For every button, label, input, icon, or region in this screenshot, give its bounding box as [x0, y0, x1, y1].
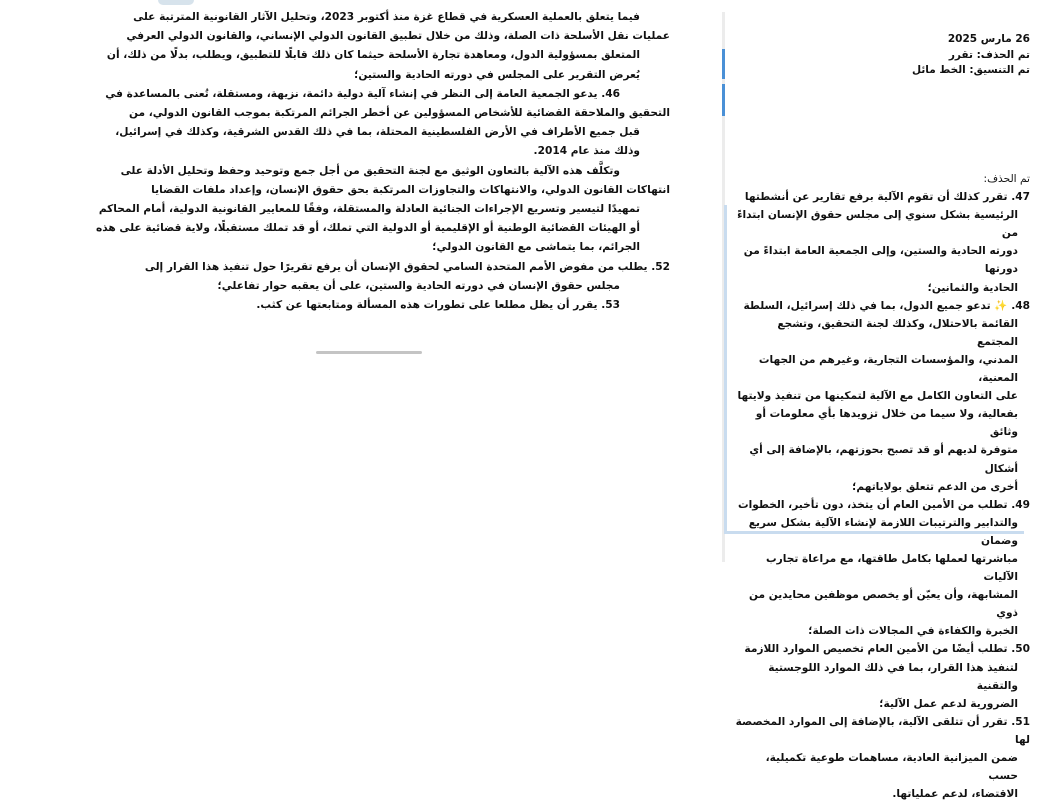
balloon-deleted-header: تم الحذف:: [983, 173, 1030, 185]
balloon-line: مباشرتها لعملها بكامل طاقتها، مع مراعاة تجارب الآليات: [765, 552, 1018, 584]
document-line: مجلس حقوق الإنسان في دورته الحادية والستين، على أن يعقبه حوار تفاعلي؛: [217, 279, 620, 292]
revision-balloon-content[interactable]: [734, 170, 1030, 803]
revision-date: 26 مارس 2025: [947, 33, 1030, 45]
balloon-line: المدني، والمؤسسات التجارية، وغيرهم من الجهات المعنية،: [758, 353, 1018, 385]
document-line: الجرائم، بما يتماشى مع القانون الدولي؛: [432, 241, 640, 254]
document-line: 46. يدعو الجمعية العامة إلى النظر في إنشاء آلية دولية دائمة، نزيهة، ومستقلة، تُعنى بالمساعدة في: [105, 87, 620, 100]
balloon-line: الضرورية لدعم عمل الآلية؛: [879, 697, 1018, 710]
balloon-line-number: 48.: [1011, 299, 1030, 312]
document-line: يُعرض التقرير على المجلس في دورته الحادية والستين؛: [354, 68, 640, 81]
balloon-line: ضمن الميزانية العادية، مساهمات طوعية تكميلية، حسب: [765, 752, 1018, 783]
balloon-line: 47. تقرر كذلك أن تقوم الآلية برفع تقارير عن أنشطتها: [744, 191, 1030, 204]
balloon-line: أخرى من الدعم تتعلق بولاياتهم؛: [852, 480, 1018, 493]
balloon-line: المشابهة، وأن يعيّن أو يخصص موظفين محايدين من ذوي: [748, 589, 1018, 620]
balloon-line: الحادية والثمانين؛: [927, 281, 1018, 294]
document-line: 53. يقرر أن يظل مطلعا على تطورات هذه المسألة ومتابعتها عن كثب.: [256, 299, 620, 312]
balloon-line: على التعاون الكامل مع الآلية لتمكينها من تنفيذ ولايتها: [737, 390, 1018, 403]
balloon-line: 49. تطلب من الأمين العام أن يتخذ، دون تأخير، الخطوات: [738, 498, 1030, 511]
document-line: انتهاكات القانون الدولي، والانتهاكات والتجاوزات المرتكبة بحق حقوق الإنسان، وإعداد ملفات القضايا: [151, 183, 670, 196]
revision-deleted-label: تم الحذف: تقرر: [948, 48, 1030, 61]
page-top-shadow: [158, 0, 194, 5]
balloon-line: 51. تقرر أن تتلقى الآلية، بالإضافة إلى الموارد المخصصة لها: [735, 715, 1030, 746]
document-line: 52. يطلب من مفوض الأمم المتحدة السامي لحقوق الإنسان أن يرفع تقريرًا حول تنفيذ هذا القرار إلى: [144, 260, 670, 273]
change-bar: [722, 84, 725, 116]
balloon-line: بفعالية، ولا سيما من خلال تزويدها بأي معلومات أو وثائق: [755, 408, 1018, 439]
document-line: عمليات نقل الأسلحة ذات الصلة، وذلك من خلال تطبيق القانون الدولي الإنساني، والقانون الدولي العرفي: [126, 30, 670, 43]
balloon-line: 50. تطلب أيضًا من الأمين العام تخصيص الموارد اللازمة: [744, 643, 1030, 656]
document-line: تمهيدًا لتيسير وتسريع الإجراءات الجنائية العادلة والمستقلة، وفقًا للمعايير القانونية الدولية، أمام المحاكم: [98, 203, 640, 216]
document-page: [0, 0, 705, 562]
balloon-line: لتنفيذ هذا القرار، بما في ذلك الموارد اللوجستية والتقنية: [768, 661, 1018, 692]
footnote-separator: [316, 351, 422, 354]
change-bar: [722, 49, 725, 79]
revision-header: [770, 32, 1030, 79]
balloon-line: دورته الحادية والستين، وإلى الجمعية العامة ابتداءً من دورتها: [743, 245, 1018, 276]
document-body[interactable]: [80, 8, 670, 315]
document-line: وتكلَّف هذه الآلية بالتعاون الوثيق مع لجنة التحقيق من أجل جمع وتوحيد وحفظ وتحليل الأدلة على: [120, 164, 620, 177]
document-line: وذلك منذ عام 2014.: [533, 145, 640, 158]
sparkle-icon: ✨: [994, 299, 1008, 312]
balloon-line: متوفرة لديهم أو قد تصبح بحوزتهم، بالإضافة إلى أي أشكال: [749, 444, 1018, 475]
document-line: أو الهيئات القضائية الوطنية أو الإقليمية أو الدولية التي تملك، أو قد تملك مستقبلًا، ولاية قضائية على هذه: [95, 222, 640, 235]
document-line: فيما يتعلق بالعملية العسكرية في قطاع غزة منذ أكتوبر 2023، وتحليل الآثار القانونية المترتبة على: [133, 11, 640, 23]
balloon-line-text: تدعو جميع الدول، بما في ذلك إسرائيل، السلطة: [743, 299, 991, 312]
balloon-line: والتدابير والترتيبات اللازمة لإنشاء الآلية بشكل سريع وضمان: [748, 516, 1018, 547]
document-line: المتعلق بمسؤولية الدول، ومعاهدة تجارة الأسلحة حيثما كان ذلك قابلًا للتطبيق، ويطلب، بدلًا من ذلك، أن: [106, 49, 640, 62]
balloon-line: الاقتضاء، لدعم عملياتها.: [892, 788, 1018, 801]
revision-formatted-label: تم التنسيق: الخط مائل: [911, 64, 1030, 76]
balloon-line: الرئيسية بشكل سنوي إلى مجلس حقوق الإنسان ابتداءً من: [737, 209, 1018, 240]
balloon-line: الخبرة والكفاءة في المجالات ذات الصلة؛: [808, 625, 1018, 638]
balloon-line: القائمة بالاحتلال، وكذلك لجنة التحقيق، وتشجع المجتمع: [777, 317, 1018, 348]
balloon-line: [734, 297, 1030, 315]
document-line: قبل جميع الأطراف في الأرض الفلسطينية المحتلة، بما في ذلك القدس الشرقية، وكذلك في إسرائيل،: [115, 126, 640, 139]
document-line: التحقيق والملاحقة القضائية للأشخاص المسؤولين عن أخطر الجرائم المرتكبة بموجب القانون الدولي، من: [128, 107, 670, 120]
